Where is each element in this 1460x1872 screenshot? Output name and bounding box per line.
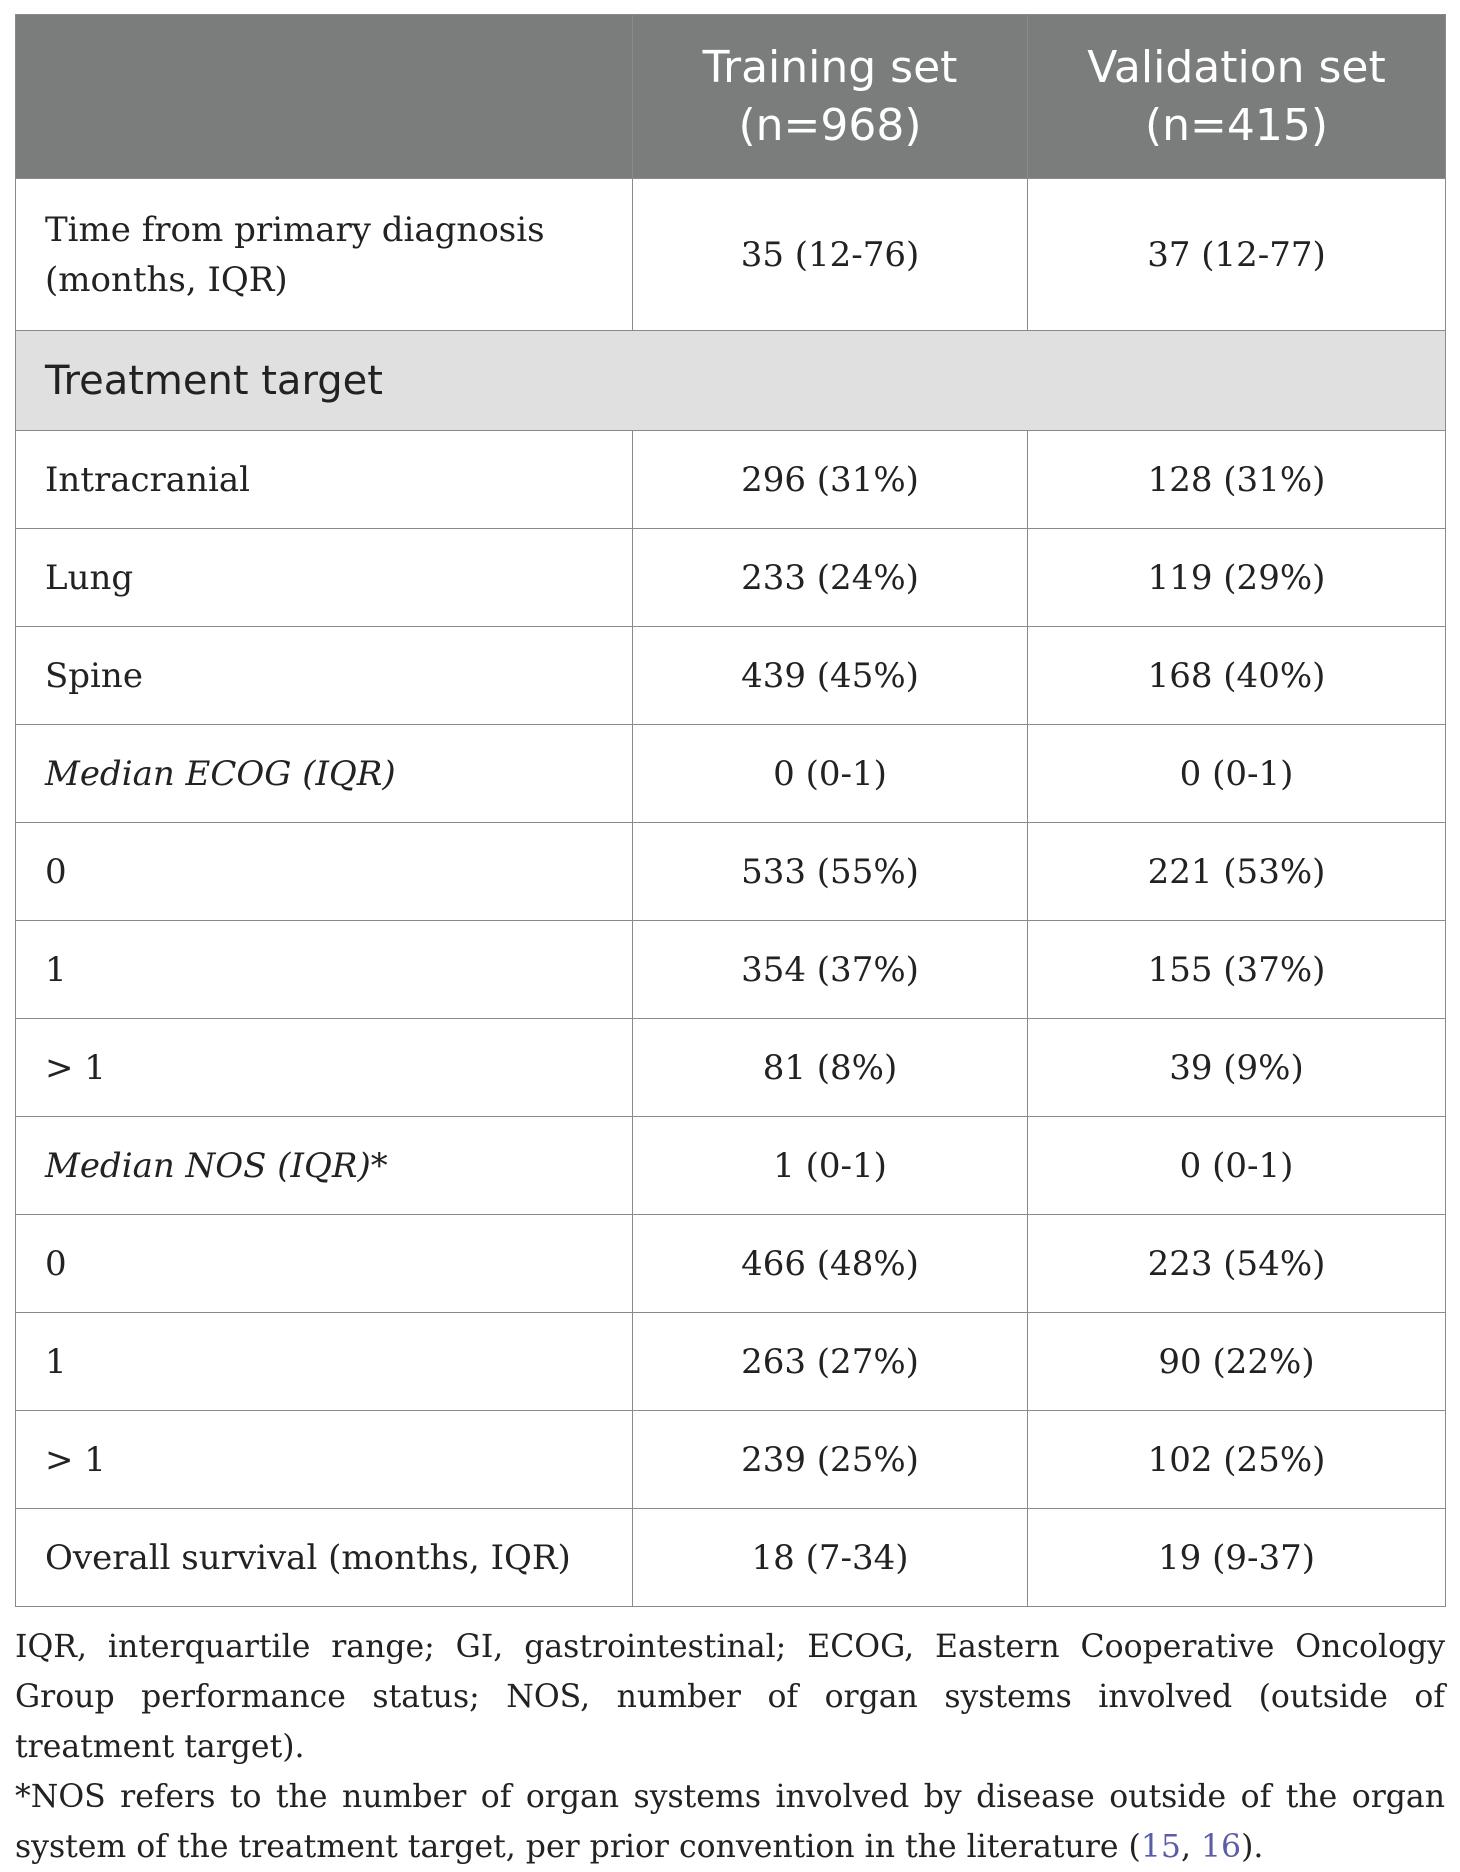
row-label: 0 (16, 1215, 633, 1313)
training-value: 35 (12-76) (633, 179, 1028, 331)
section-header-row (16, 331, 1446, 431)
row-label: Intracranial (16, 431, 633, 529)
validation-value: 19 (9-37) (1028, 1509, 1446, 1607)
validation-value: 223 (54%) (1028, 1215, 1446, 1313)
training-value: 81 (8%) (633, 1019, 1028, 1117)
training-value: 466 (48%) (633, 1215, 1028, 1313)
header-validation-count: (n=415) (1144, 99, 1329, 151)
row-label: 1 (16, 1313, 633, 1411)
data-table-container (15, 14, 1445, 1607)
table-row (16, 1411, 1446, 1509)
table-row (16, 1117, 1446, 1215)
table-row (16, 823, 1446, 921)
training-value: 1 (0-1) (633, 1117, 1028, 1215)
row-label: Spine (16, 627, 633, 725)
header-training-title: Training set (702, 41, 958, 93)
row-label: > 1 (16, 1019, 633, 1117)
section-title-treatment-target: Treatment target (16, 331, 1446, 431)
validation-value: 168 (40%) (1028, 627, 1446, 725)
validation-value: 102 (25%) (1028, 1411, 1446, 1509)
nos-definition-note (15, 1772, 1445, 1872)
reference-separator: , (1180, 1829, 1201, 1865)
nos-note-text: *NOS refers to the number of organ systems involved by disease outside of the organ system of the treatment target, per prior convention in the literature ( (15, 1779, 1445, 1865)
row-label-line2: (months, IQR) (45, 259, 288, 300)
row-label: 0 (16, 823, 633, 921)
nos-note-end: ). (1241, 1829, 1264, 1865)
table-row (16, 529, 1446, 627)
row-label: 1 (16, 921, 633, 1019)
validation-value: 155 (37%) (1028, 921, 1446, 1019)
table-row (16, 431, 1446, 529)
header-training-set (633, 15, 1028, 179)
table-row-time-from-diagnosis (16, 179, 1446, 331)
reference-link-15[interactable]: 15 (1140, 1829, 1181, 1865)
table-row (16, 921, 1446, 1019)
validation-value: 119 (29%) (1028, 529, 1446, 627)
row-label: Median ECOG (IQR) (16, 725, 633, 823)
table-row (16, 1509, 1446, 1607)
training-value: 296 (31%) (633, 431, 1028, 529)
table-row (16, 1019, 1446, 1117)
header-training-count: (n=968) (738, 99, 922, 151)
validation-value: 128 (31%) (1028, 431, 1446, 529)
validation-value: 0 (0-1) (1028, 725, 1446, 823)
training-value: 233 (24%) (633, 529, 1028, 627)
table-footnote (15, 1622, 1445, 1872)
table-header-row (16, 15, 1446, 179)
row-label (16, 179, 633, 331)
row-label: > 1 (16, 1411, 633, 1509)
header-validation-title: Validation set (1087, 41, 1386, 93)
table-row (16, 627, 1446, 725)
training-value: 533 (55%) (633, 823, 1028, 921)
training-value: 439 (45%) (633, 627, 1028, 725)
validation-value: 221 (53%) (1028, 823, 1446, 921)
header-validation-set (1028, 15, 1446, 179)
training-value: 239 (25%) (633, 1411, 1028, 1509)
row-label: Lung (16, 529, 633, 627)
row-label-line1: Time from primary diagnosis (45, 209, 545, 250)
header-empty-cell (16, 15, 633, 179)
row-label: Median NOS (IQR)* (16, 1117, 633, 1215)
reference-link-16[interactable]: 16 (1200, 1829, 1242, 1865)
validation-value: 39 (9%) (1028, 1019, 1446, 1117)
training-value: 0 (0-1) (633, 725, 1028, 823)
training-value: 354 (37%) (633, 921, 1028, 1019)
validation-value: 37 (12-77) (1028, 179, 1446, 331)
validation-value: 0 (0-1) (1028, 1117, 1446, 1215)
table-row (16, 1215, 1446, 1313)
training-value: 263 (27%) (633, 1313, 1028, 1411)
validation-value: 90 (22%) (1028, 1313, 1446, 1411)
row-label: Overall survival (months, IQR) (16, 1509, 633, 1607)
training-value: 18 (7-34) (633, 1509, 1028, 1607)
abbreviations-note: IQR, interquartile range; GI, gastrointestinal; ECOG, Eastern Cooperative Oncology Group performance status; NOS, number of organ systems involved (outside of treatment target). (15, 1629, 1445, 1765)
cohort-characteristics-table (15, 14, 1446, 1607)
table-row (16, 725, 1446, 823)
table-row (16, 1313, 1446, 1411)
